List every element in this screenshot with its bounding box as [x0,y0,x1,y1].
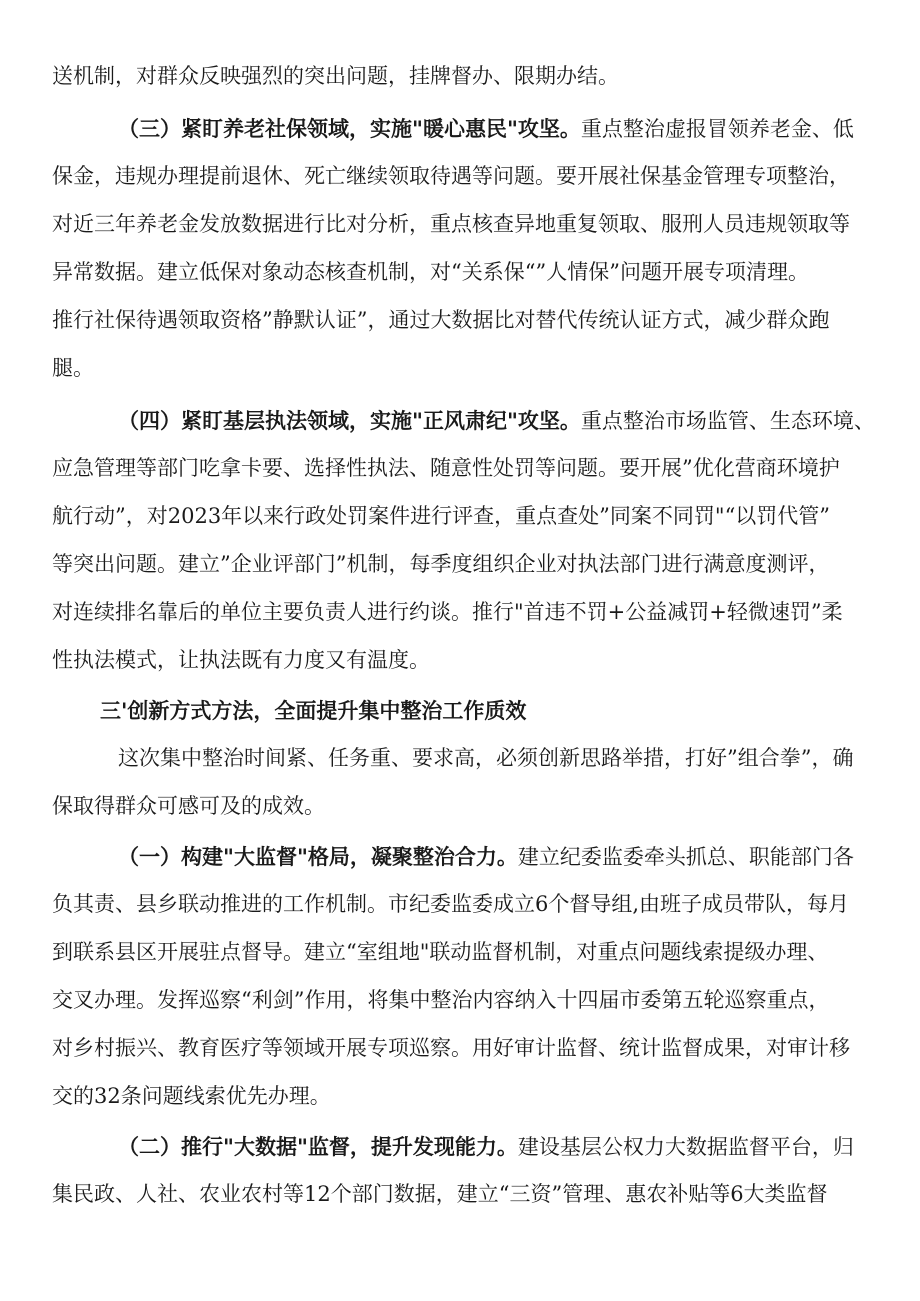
part-heading: 三'创新方式方法，全面提升集中整治工作质效 [100,698,527,723]
paragraph-line: 对乡村振兴、教育医疗等领域开展专项巡察。用好审计监督、统计监督成果，对审计移 [52,1036,850,1060]
section-heading-bold: （一）构建"大监督"格局，凝聚整治合力。 [118,844,518,869]
section-heading-line [118,410,875,432]
paragraph-line: 送机制，对群众反映强烈的突出问题，挂牌督办、限期办结。 [52,64,619,88]
section-heading-bold: （三）紧盯养老社保领域，实施"暖心惠民"攻坚。 [118,116,581,141]
paragraph-line: 推行社保待遇领取资格”静默认证”，通过大数据比对替代传统认证方式，减少群众跑 [52,308,830,332]
paragraph-line: 对连续排名靠后的单位主要负责人进行约谈。推行"首违不罚+公益减罚+轻微速罚”柔 [52,600,843,624]
paragraph-line: 这次集中整治时间紧、任务重、要求高，必须创新思路举措，打好”组合拳”，确 [118,746,854,770]
section-heading-rest: 建立纪委监委牵头抓总、职能部门各 [517,845,854,869]
section-heading-rest: 重点整治市场监管、生态环境、 [580,409,875,433]
paragraph-line: 保金，违规办理提前退休、死亡继续领取待遇等问题。要开展社保基金管理专项整治， [52,164,850,188]
section-heading-rest: 建设基层公权力大数据监督平台，归 [517,1135,854,1159]
section-heading-line [118,846,854,868]
paragraph-line: 性执法模式，让执法既有力度又有温度。 [52,648,430,672]
paragraph-line: 交的32条问题线索优先办理。 [52,1084,331,1108]
paragraph-line: 负其责、县乡联动推进的工作机制。市纪委监委成立6个督导组,由班子成员带队，每月 [52,892,850,916]
paragraph-line: 保取得群众可感可及的成效。 [52,794,325,818]
paragraph-line: 异常数据。建立低保对象动态核查机制，对“关系保“”人情保”问题开展专项清理。 [52,260,809,284]
section-heading-bold: （二）推行"大数据"监督，提升发现能力。 [118,1134,518,1159]
paragraph-line: 到联系县区开展驻点督导。建立“室组地"联动监督机制，对重点问题线索提级办理、 [52,940,829,964]
section-heading-bold: （四）紧盯基层执法领域，实施"正风肃纪"攻坚。 [118,408,581,433]
paragraph-line: 对近三年养老金发放数据进行比对分析，重点核查异地重复领取、服刑人员违规领取等 [52,212,850,236]
paragraph-line: 应急管理等部门吃拿卡要、选择性执法、随意性处罚等问题。要开展”优化营商环境护 [52,456,840,480]
paragraph-line: 集民政、人社、农业农村等12个部门数据，建立“三资”管理、惠农补贴等6大类监督 [52,1182,828,1206]
section-heading-rest: 重点整治虚报冒领养老金、低 [580,117,854,141]
paragraph-line: 腿。 [52,356,94,380]
paragraph-line: 交叉办理。发挥巡察“利剑”作用，将集中整治内容纳入十四届市委第五轮巡察重点， [52,988,830,1012]
paragraph-line: 等突出问题。建立”企业评部门”机制，每季度组织企业对执法部门进行满意度测评， [52,552,830,576]
section-heading-line [118,1136,854,1158]
section-heading-line [118,118,854,140]
paragraph-line: 航行动”，对2023年以来行政处罚案件进行评查，重点查处”同案不同罚"“以罚代管” [52,504,831,528]
